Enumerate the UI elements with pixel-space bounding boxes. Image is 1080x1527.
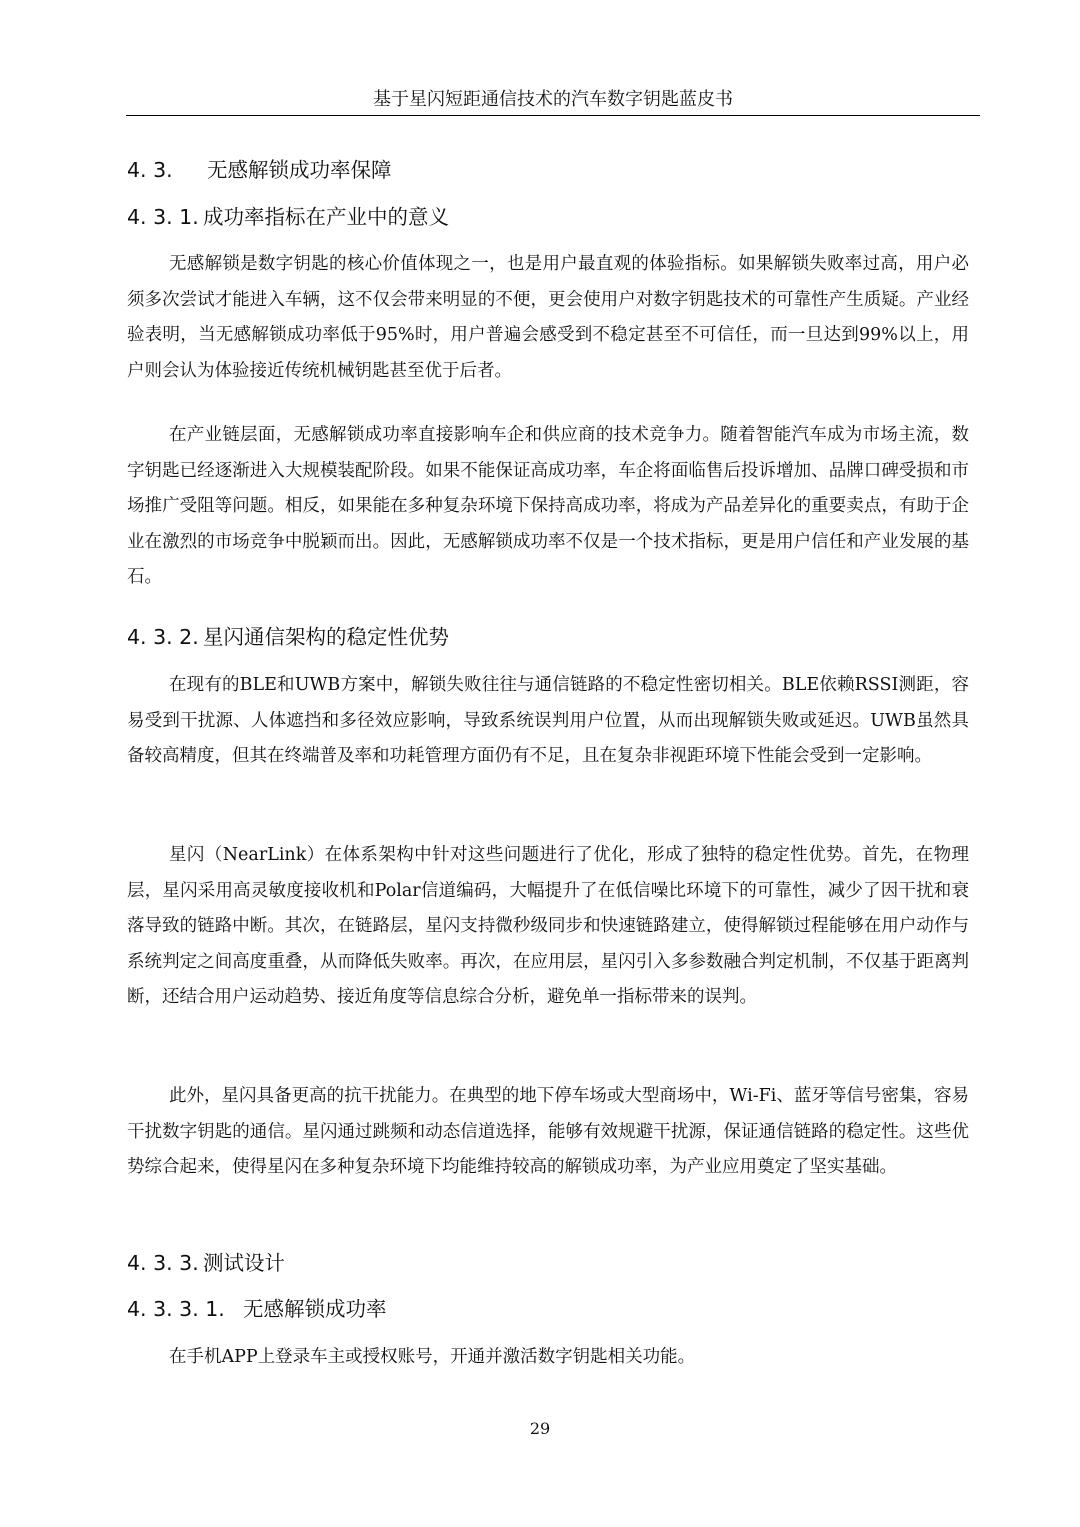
- body-paragraph: 在手机APP上登录车主或授权账号，开通并激活数字钥匙相关功能。: [169, 1347, 696, 1367]
- section-number: 4. 3. 1.: [127, 205, 199, 229]
- section-heading-4-3: [127, 155, 392, 185]
- body-paragraph: 此外，星闪具备更高的抗干扰能力。在典型的地下停车场或大型商场中，Wi-Fi、蓝牙等信号密集，容易干扰数字钥匙的通信。星闪通过跳频和动态信道选择，能够有效规避干扰源，保证通信链路的稳定性。这些优势综合起来，使得星闪在多种复杂环境下均能维持较高的解锁成功率，为产业应用奠定了坚实基础。: [127, 1086, 969, 1177]
- body-paragraph: 无感解锁是数字钥匙的核心价值体现之一，也是用户最直观的体验指标。如果解锁失败率过高，用户必须多次尝试才能进入车辆，这不仅会带来明显的不便，更会使用户对数字钥匙技术的可靠性产生质疑。产业经验表明，当无感解锁成功率低于95%时，用户普遍会感受到不稳定甚至不可信任，而一旦达到99%以上，用户则会认为体验接近传统机械钥匙甚至优于后者。: [127, 254, 969, 381]
- section-number: 4. 3. 3.: [127, 1251, 199, 1275]
- section-heading-4-3-3: [127, 1248, 285, 1278]
- section-title: 成功率指标在产业中的意义: [203, 205, 449, 229]
- section-heading-4-3-3-1: [127, 1294, 387, 1324]
- section-title: 无感解锁成功率保障: [207, 158, 392, 182]
- running-header: 基于星闪短距通信技术的汽车数字钥匙蓝皮书: [373, 89, 733, 110]
- section-heading-4-3-1: [127, 202, 449, 232]
- section-number: 4. 3. 3. 1.: [127, 1297, 225, 1321]
- body-paragraph: 在现有的BLE和UWB方案中，解锁失败往往与通信链路的不稳定性密切相关。BLE依赖RSSI测距，容易受到干扰源、人体遮挡和多径效应影响，导致系统误判用户位置，从而出现解锁失败或延迟。UWB虽然具备较高精度，但其在终端普及率和功耗管理方面仍有不足，且在复杂非视距环境下性能会受到一定影响。: [127, 675, 969, 766]
- section-title: 星闪通信架构的稳定性优势: [203, 625, 449, 649]
- section-title: 测试设计: [203, 1251, 285, 1275]
- section-number: 4. 3.: [127, 158, 173, 182]
- body-paragraph: 星闪（NearLink）在体系架构中针对这些问题进行了优化，形成了独特的稳定性优势。首先，在物理层，星闪采用高灵敏度接收机和Polar信道编码，大幅提升了在低信噪比环境下的可靠性，减少了因干扰和衰落导致的链路中断。其次，在链路层，星闪支持微秒级同步和快速链路建立，使得解锁过程能够在用户动作与系统判定之间高度重叠，从而降低失败率。再次，在应用层，星闪引入多参数融合判定机制，不仅基于距离判断，还结合用户运动趋势、接近角度等信息综合分析，避免单一指标带来的误判。: [127, 845, 969, 1007]
- section-number: 4. 3. 2.: [127, 625, 199, 649]
- section-title: 无感解锁成功率: [243, 1297, 387, 1321]
- header-divider: [126, 115, 980, 116]
- section-heading-4-3-2: [127, 622, 449, 652]
- page-number: 29: [529, 1419, 551, 1438]
- body-paragraph: 在产业链层面，无感解锁成功率直接影响车企和供应商的技术竞争力。随着智能汽车成为市场主流，数字钥匙已经逐渐进入大规模装配阶段。如果不能保证高成功率，车企将面临售后投诉增加、品牌口碑受损和市场推广受阻等问题。相反，如果能在多种复杂环境下保持高成功率，将成为产品差异化的重要卖点，有助于企业在激烈的市场竞争中脱颖而出。因此，无感解锁成功率不仅是一个技术指标，更是用户信任和产业发展的基石。: [127, 425, 969, 587]
